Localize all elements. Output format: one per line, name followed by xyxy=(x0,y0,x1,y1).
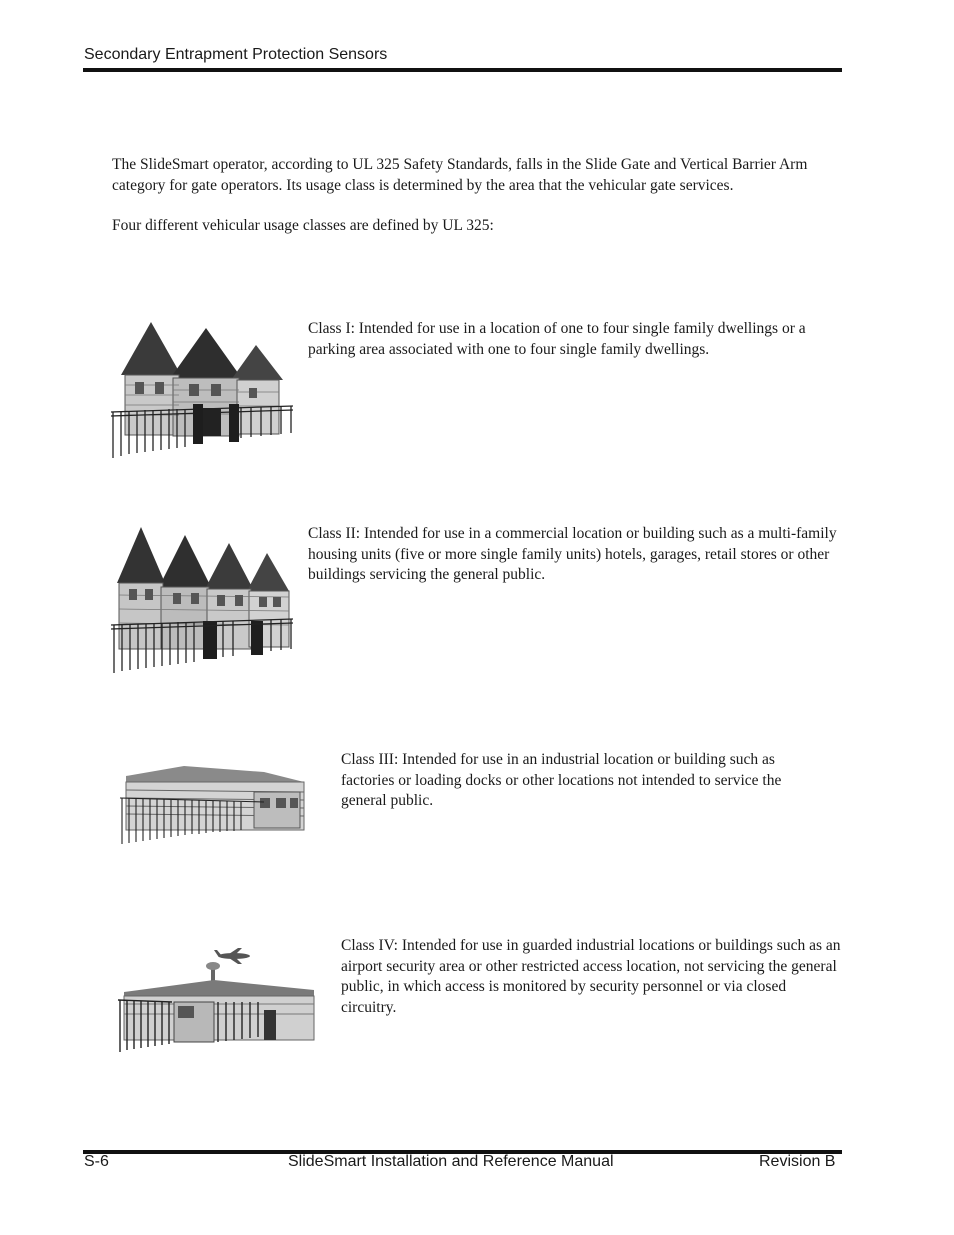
gate-pillar-left xyxy=(193,404,203,444)
apartment-building-graphic xyxy=(117,527,289,659)
intro-paragraph-1: The SlideSmart operator, according to UL 325 Safety Standards, falls in the Slide Gate and Vertical Barrier Arm category for gate operators. Its usage class is determined by the area that the vehicular gate services. xyxy=(112,156,808,194)
class-4-text: Class IV: Intended for use in guarded industrial locations or buildings such as an airport security area or other restricted access location, not servicing the general public, in which access is monitored by security personnel or via closed circuitry. xyxy=(341,937,841,1016)
house-illustration xyxy=(111,320,293,460)
page-header-title: Secondary Entrapment Protection Sensors xyxy=(84,46,388,63)
apartment-illustration xyxy=(111,525,293,675)
class-2-text: Class II: Intended for use in a commercial location or building such as a multi-family housing units (five or more single family units) hotels, garages, retail stores or other buildings servicing the general public. xyxy=(308,525,837,583)
class-1-text: Class I: Intended for use in a location of one to four single family dwellings or a parking area associated with one to four single family dwellings. xyxy=(308,320,806,358)
class-3-text: Class III: Intended for use in an industrial location or building such as factories or loading docks or other locations not intended to service the general public. xyxy=(341,751,782,809)
intro-paragraph-2: Four different vehicular usage classes are defined by UL 325: xyxy=(112,217,494,234)
factory-building-graphic xyxy=(126,766,304,830)
factory-illustration xyxy=(114,752,320,852)
footer-revision: Revision B xyxy=(759,1153,836,1170)
airport-building-graphic xyxy=(124,980,314,1042)
header-rule xyxy=(83,68,842,72)
footer-manual-title: SlideSmart Installation and Reference Manual xyxy=(288,1153,614,1170)
gate-pillar-right xyxy=(229,404,239,442)
airplane-icon xyxy=(214,948,250,964)
airport-illustration xyxy=(114,944,320,1064)
footer-page-number: S-6 xyxy=(84,1153,109,1170)
